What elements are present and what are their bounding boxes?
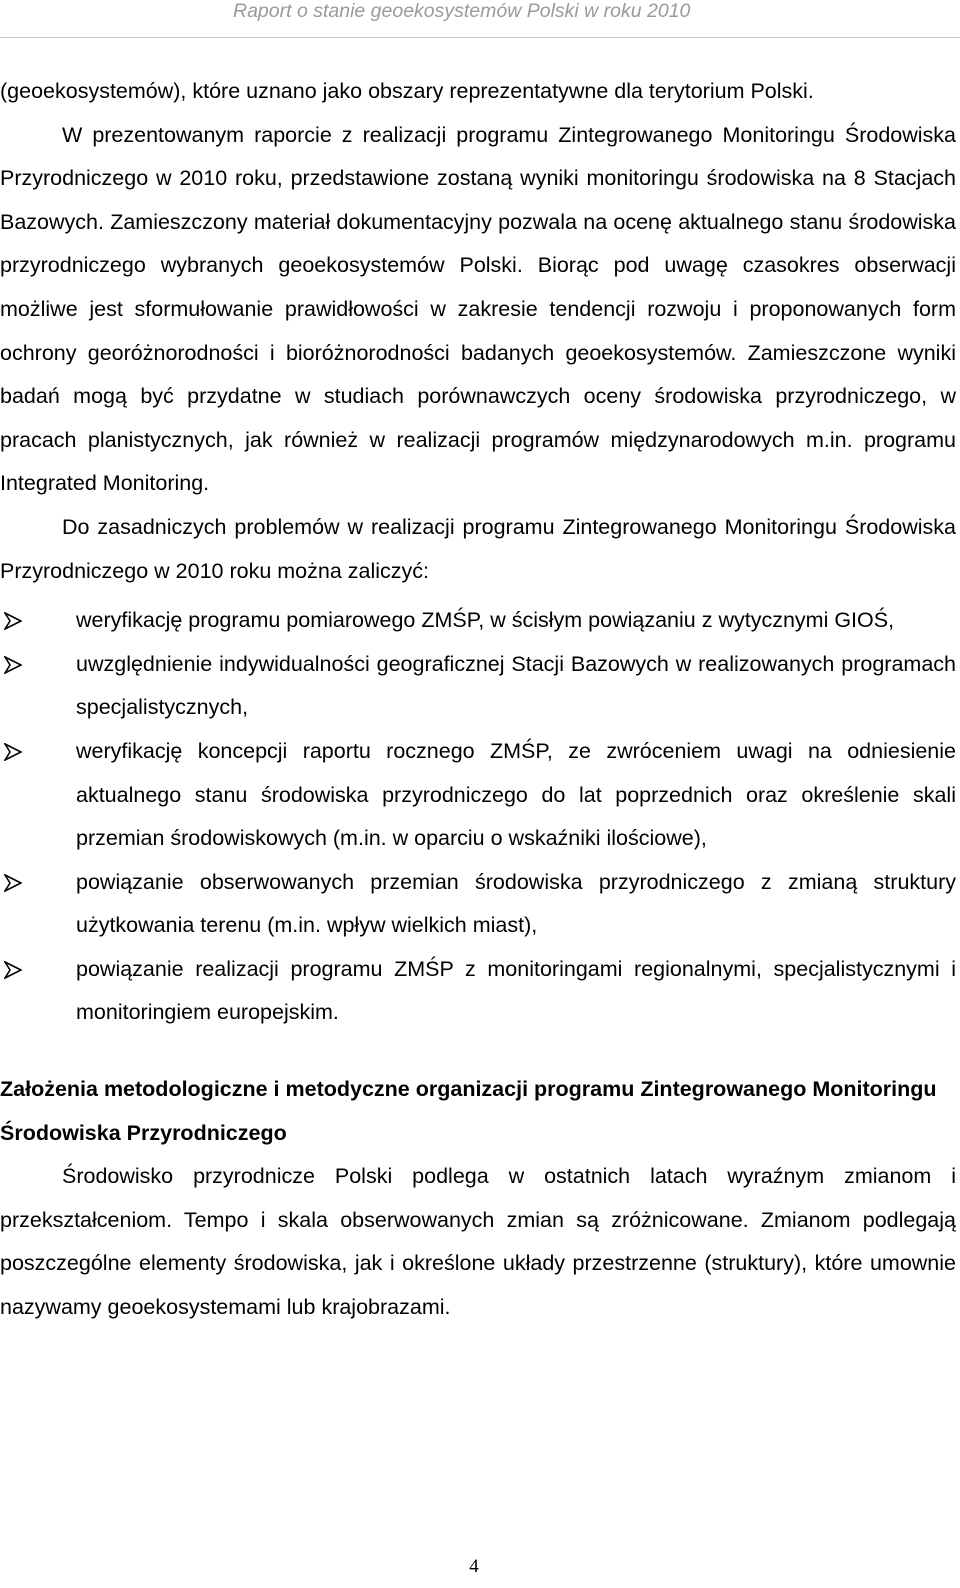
arrowhead-bullet-icon: [4, 874, 22, 892]
running-title: Raport o stanie geoekosystemów Polski w roku 2010: [233, 0, 691, 22]
header-divider: [0, 37, 960, 38]
running-header: [0, 0, 960, 30]
document-body: [0, 70, 956, 1330]
list-item: [0, 948, 956, 1035]
paragraph-section-body: Środowisko przyrodnicze Polski podlega w ostatnich latach wyraźnym zmianom i przekształceniom. Tempo i skala obserwowanych zmian są zróżnicowane. Zmianom podlegają poszczególne elementy środowiska, jak i określone układy przestrzenne (struktury), które umownie nazywamy geoekosystemami lub krajobrazami.: [0, 1164, 956, 1320]
problems-list: [0, 599, 956, 1035]
paragraph-problems-intro: Do zasadniczych problemów w realizacji programu Zintegrowanego Monitoringu Środowiska Przyrodniczego w 2010 roku można zaliczyć:: [0, 514, 956, 583]
arrowhead-bullet-icon: [4, 743, 22, 761]
list-item: [0, 861, 956, 948]
list-item-text: powiązanie obserwowanych przemian środowiska przyrodniczego z zmianą struktury użytkowania terenu (m.in. wpływ wielkich miast),: [76, 869, 956, 938]
list-item-text: powiązanie realizacji programu ZMŚP z monitoringami regionalnymi, specjalistycznymi i monitoringiem europejskim.: [76, 956, 956, 1025]
arrowhead-bullet-icon: [4, 656, 22, 674]
list-item: [0, 599, 956, 643]
list-item-text: weryfikację koncepcji raportu rocznego ZMŚP, ze zwróceniem uwagi na odniesienie aktualnego stanu środowiska przyrodniczego do lat poprzednich oraz określenie skali przemian środowiskowych (m.in. w oparciu o wskaźniki ilościowe),: [76, 738, 956, 851]
list-item-text: weryfikację programu pomiarowego ZMŚP, w ścisłym powiązaniu z wytycznymi GIOŚ,: [76, 608, 895, 633]
paragraph-report-overview: W prezentowanym raporcie z realizacji programu Zintegrowanego Monitoringu Środowiska Przyrodniczego w 2010 roku, przedstawione zostaną wyniki monitoringu środowiska na 8 Stacjach Bazowych. Zamieszczony materiał dokumentacyjny pozwala na ocenę aktualnego stanu środowiska przyrodniczego wybranych geoekosystemów Polski. Biorąc pod uwagę czasokres obserwacji możliwe jest sformułowanie prawidłowości w zakresie tendencji rozwoju i proponowanych form ochrony georóżnorodności i bioróżnorodności badanych geoekosystemów. Zamieszczone wyniki badań mogą być przydatne w studiach porównawczych oceny środowiska przyrodniczego, w pracach planistycznych, jak również w realizacji programów międzynarodowych m.in. programu Integrated Monitoring.: [0, 122, 956, 496]
list-item-text: uwzględnienie indywidualności geograficznej Stacji Bazowych w realizowanych programach specjalistycznych,: [76, 651, 956, 720]
arrowhead-bullet-icon: [4, 612, 22, 630]
list-item: [0, 730, 956, 861]
paragraph-intro-continuation: (geoekosystemów), które uznano jako obszary reprezentatywne dla terytorium Polski.: [0, 79, 814, 103]
section-heading: Założenia metodologiczne i metodyczne organizacji programu Zintegrowanego Monitoringu Środowiska Przyrodniczego: [0, 1077, 937, 1145]
list-item: [0, 643, 956, 730]
arrowhead-bullet-icon: [4, 961, 22, 979]
page-number: 4: [469, 1556, 479, 1577]
